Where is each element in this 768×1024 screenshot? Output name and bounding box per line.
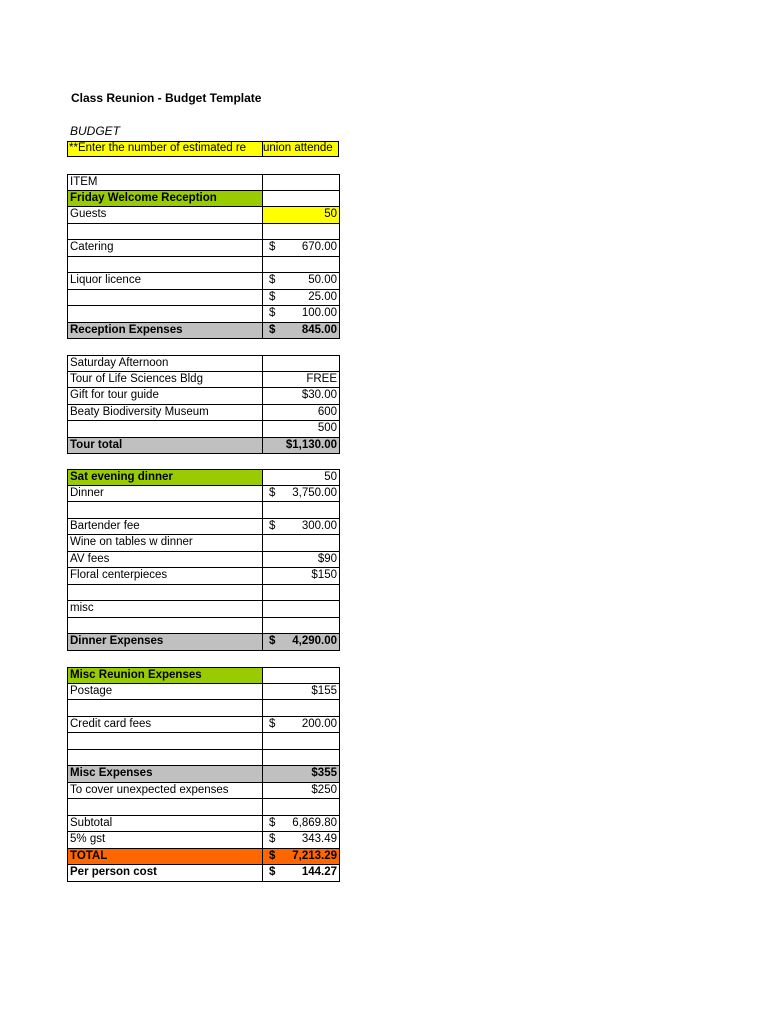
dinner-cost[interactable]	[263, 486, 339, 502]
reception-total[interactable]	[263, 323, 339, 339]
cell[interactable]	[68, 618, 263, 634]
cell[interactable]	[68, 306, 263, 322]
table-row[interactable]	[67, 174, 340, 191]
cell[interactable]	[68, 750, 263, 766]
amount: 300.00	[301, 519, 337, 532]
cell[interactable]	[263, 224, 339, 240]
cell[interactable]	[263, 535, 339, 551]
table-row[interactable]	[67, 240, 340, 257]
cell[interactable]	[68, 502, 263, 518]
misc-heading[interactable]: Misc Reunion Expenses	[68, 668, 263, 683]
cell[interactable]	[263, 502, 339, 518]
table-row[interactable]	[67, 816, 340, 833]
table-row[interactable]	[67, 372, 340, 389]
museum-cost[interactable]: 600	[317, 405, 337, 418]
table-row[interactable]	[67, 469, 340, 486]
cell[interactable]	[263, 668, 339, 683]
table-row[interactable]	[67, 783, 340, 800]
dinner-heading[interactable]: Sat evening dinner	[68, 470, 263, 485]
amount: 200.00	[301, 717, 337, 730]
dinner-total-label[interactable]: Dinner Expenses	[68, 634, 263, 650]
table-row[interactable]	[67, 323, 340, 340]
unexpected-cost[interactable]: $250	[311, 783, 337, 796]
table-row[interactable]	[67, 224, 340, 241]
attendee-note-row[interactable]	[67, 141, 339, 157]
amount: 50.00	[308, 274, 337, 286]
guests-input[interactable]: 50	[263, 207, 339, 223]
amount: 670.00	[301, 241, 337, 253]
catering-label[interactable]: Catering	[68, 240, 263, 256]
grand-total-label[interactable]: TOTAL	[68, 849, 263, 865]
amount: 25.00	[308, 290, 337, 303]
museum-label[interactable]: Beaty Biodiversity Museum	[68, 405, 263, 421]
note-cell-a[interactable]: **Enter the number of estimated re	[68, 142, 263, 156]
document-title: Class Reunion - Budget Template	[71, 91, 262, 105]
cell[interactable]	[68, 799, 263, 815]
table-row[interactable]	[67, 832, 340, 849]
cell[interactable]	[263, 750, 339, 766]
cell[interactable]	[263, 356, 339, 371]
currency-symbol: $	[269, 635, 276, 647]
cell[interactable]	[263, 700, 339, 716]
currency-symbol: $	[269, 816, 276, 829]
cell[interactable]	[263, 257, 339, 273]
amount: 6,869.80	[292, 816, 337, 829]
tour-table	[67, 355, 340, 454]
currency-symbol: $	[269, 717, 276, 730]
cell[interactable]	[68, 421, 263, 437]
table-row[interactable]	[67, 519, 340, 536]
currency-symbol: $	[269, 486, 276, 499]
currency-symbol: $	[269, 241, 276, 253]
currency-symbol: $	[269, 290, 276, 303]
wine-label[interactable]: Wine on tables w dinner	[68, 535, 263, 551]
floral-label[interactable]: Floral centerpieces	[68, 568, 263, 584]
gift-cost[interactable]: $30.00	[301, 389, 337, 401]
gst[interactable]	[263, 832, 339, 848]
cell[interactable]	[68, 224, 263, 240]
cell[interactable]	[263, 799, 339, 815]
cell[interactable]	[263, 601, 339, 617]
cell[interactable]	[263, 585, 339, 601]
amount: 4,290.00	[292, 635, 337, 647]
currency-symbol: $	[269, 274, 276, 286]
table-row[interactable]	[67, 733, 340, 750]
tour-total-label[interactable]: Tour total	[68, 438, 263, 454]
table-row[interactable]	[67, 568, 340, 585]
table-row[interactable]	[67, 618, 340, 635]
cell[interactable]	[68, 733, 263, 749]
cell[interactable]	[68, 257, 263, 273]
table-row[interactable]	[67, 306, 340, 323]
tour-label[interactable]: Tour of Life Sciences Bldg	[68, 372, 263, 388]
amount: 3,750.00	[292, 486, 337, 499]
cell[interactable]	[263, 191, 339, 207]
floral-cost[interactable]: $150	[311, 569, 337, 581]
catering-cost[interactable]	[263, 240, 339, 256]
liquor-cost[interactable]	[263, 273, 339, 289]
av-cost[interactable]: $90	[317, 552, 337, 565]
table-row[interactable]	[67, 388, 340, 405]
misc-total[interactable]: $355	[311, 767, 337, 779]
dinner-table	[67, 469, 340, 651]
currency-symbol: $	[269, 849, 276, 862]
per-person-label[interactable]: Per person cost	[68, 865, 263, 881]
table-row[interactable]	[67, 700, 340, 717]
currency-symbol: $	[269, 307, 276, 319]
amount: 100.00	[301, 307, 337, 319]
gift-label[interactable]: Gift for tour guide	[68, 388, 263, 404]
unexpected-label[interactable]: To cover unexpected expenses	[68, 783, 263, 799]
dinner-label[interactable]: Dinner	[68, 486, 263, 502]
table-row[interactable]	[67, 634, 340, 651]
guests-label[interactable]: Guests	[68, 207, 263, 223]
amount: 7,213.29	[292, 849, 337, 862]
currency-symbol: $	[269, 866, 276, 878]
table-row[interactable]	[67, 601, 340, 618]
dinner-total[interactable]	[263, 634, 339, 650]
extra-cost-1[interactable]	[263, 290, 339, 306]
cell[interactable]	[263, 733, 339, 749]
reception-heading[interactable]: Friday Welcome Reception	[68, 191, 263, 207]
reception-table	[67, 174, 340, 339]
postage-cost[interactable]: $155	[311, 684, 337, 697]
misc-table	[67, 667, 340, 882]
subtotal-label[interactable]: Subtotal	[68, 816, 263, 832]
postage-label[interactable]: Postage	[68, 684, 263, 700]
table-row[interactable]	[67, 290, 340, 307]
liquor-label[interactable]: Liquor licence	[68, 273, 263, 289]
table-row[interactable]	[67, 355, 340, 372]
cell[interactable]	[68, 585, 263, 601]
item-header[interactable]: ITEM	[68, 175, 263, 190]
table-row[interactable]	[67, 438, 340, 455]
extra-cost[interactable]: 500	[317, 422, 337, 434]
cell[interactable]	[68, 700, 263, 716]
per-person-cost[interactable]	[263, 865, 339, 881]
table-row[interactable]	[67, 552, 340, 569]
table-row[interactable]	[67, 486, 340, 503]
table-row[interactable]	[67, 502, 340, 519]
table-row[interactable]	[67, 849, 340, 866]
table-row[interactable]	[67, 191, 340, 208]
grand-total[interactable]	[263, 849, 339, 865]
gst-label[interactable]: 5% gst	[68, 832, 263, 848]
amount: 144.27	[301, 866, 337, 878]
table-row[interactable]	[67, 667, 340, 684]
misc-total-label[interactable]: Misc Expenses	[68, 766, 263, 782]
cell[interactable]	[263, 175, 339, 190]
subtotal[interactable]	[263, 816, 339, 832]
bartender-cost[interactable]	[263, 519, 339, 535]
tour-cost[interactable]: FREE	[306, 372, 337, 385]
table-row[interactable]	[67, 421, 340, 438]
currency-symbol: $	[269, 519, 276, 532]
currency-symbol: $	[269, 833, 276, 845]
amount: 343.49	[301, 833, 337, 845]
table-row[interactable]	[67, 273, 340, 290]
misc-label[interactable]: misc	[68, 601, 263, 617]
amount: 845.00	[301, 323, 337, 336]
currency-symbol: $	[269, 323, 276, 336]
note-cell-b[interactable]: union attende	[263, 142, 333, 154]
extra-cost-2[interactable]	[263, 306, 339, 322]
table-row[interactable]	[67, 684, 340, 701]
table-row[interactable]	[67, 750, 340, 767]
table-row[interactable]	[67, 585, 340, 602]
credit-cost[interactable]	[263, 717, 339, 733]
table-row[interactable]	[67, 257, 340, 274]
table-row[interactable]	[67, 207, 340, 224]
dinner-guest-count[interactable]: 50	[263, 470, 339, 485]
tour-total[interactable]: $1,130.00	[285, 438, 337, 451]
budget-label: BUDGET	[70, 124, 121, 138]
table-row[interactable]	[67, 865, 340, 882]
cell[interactable]	[68, 290, 263, 306]
table-row[interactable]	[67, 405, 340, 422]
bartender-label[interactable]: Bartender fee	[68, 519, 263, 535]
table-row[interactable]	[67, 766, 340, 783]
credit-label[interactable]: Credit card fees	[68, 717, 263, 733]
table-row[interactable]	[67, 535, 340, 552]
reception-total-label[interactable]: Reception Expenses	[68, 323, 263, 339]
cell[interactable]	[263, 618, 339, 634]
table-row[interactable]	[67, 717, 340, 734]
tour-heading[interactable]: Saturday Afternoon	[68, 356, 263, 371]
table-row[interactable]	[67, 799, 340, 816]
av-label[interactable]: AV fees	[68, 552, 263, 568]
